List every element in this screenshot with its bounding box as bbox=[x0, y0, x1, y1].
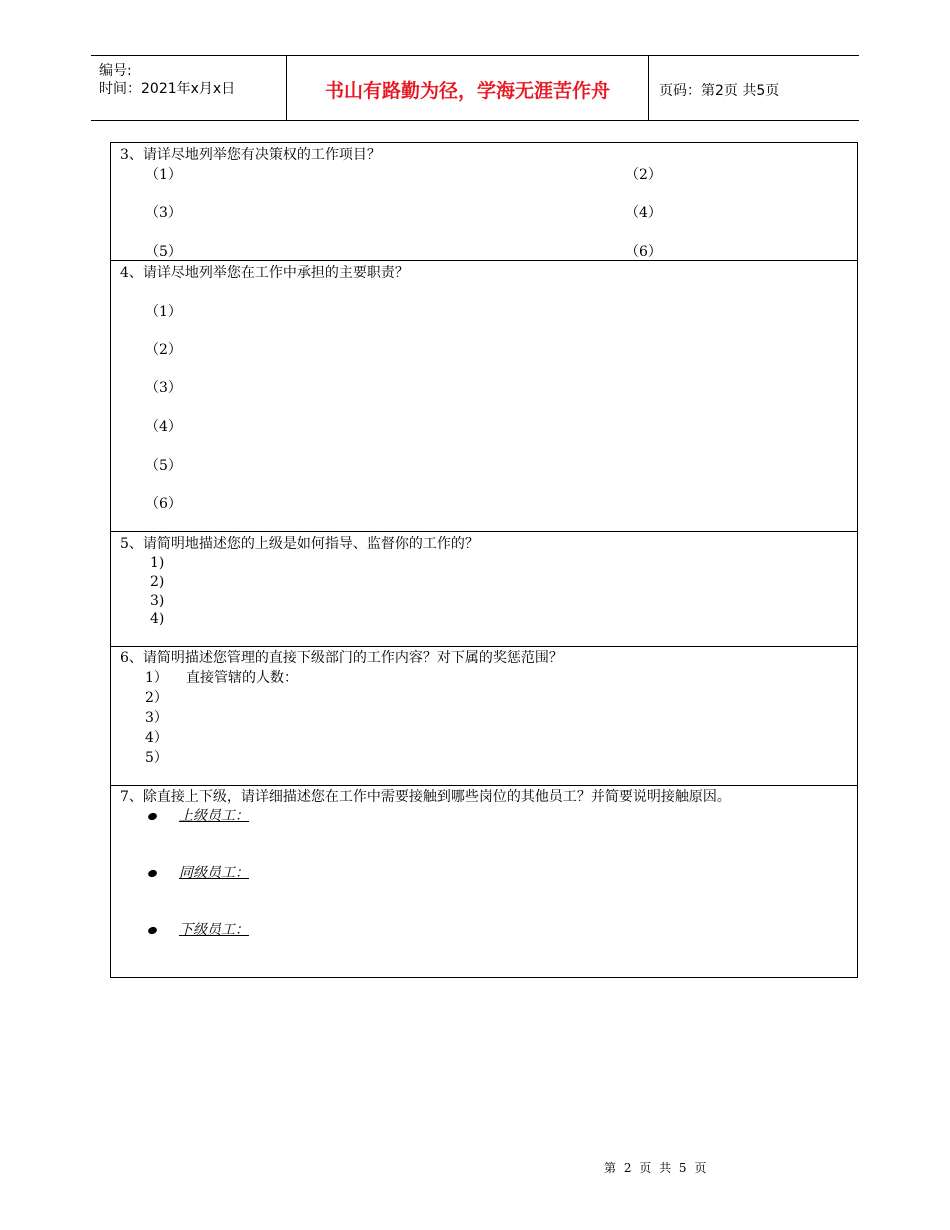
q4-item: （1） bbox=[145, 304, 182, 320]
page-footer: 第 2 页 共 5 页 bbox=[604, 1161, 709, 1175]
bullet-icon bbox=[147, 869, 158, 879]
q3-item: （3） bbox=[145, 205, 182, 221]
q6-direct-reports-label: 直接管辖的人数： bbox=[186, 670, 298, 686]
q7-item-peer: 同级员工： bbox=[179, 865, 249, 881]
q6-item: 3） bbox=[145, 710, 168, 726]
row-divider bbox=[111, 260, 857, 261]
q5-item: 3) bbox=[150, 593, 165, 609]
q5-item: 1) bbox=[150, 555, 165, 571]
time-label: 时间：2021年x月x日 bbox=[99, 81, 236, 97]
header-motto: 书山有路勤为径，学海无涯苦作舟 bbox=[287, 56, 649, 120]
q6-item: 2） bbox=[145, 690, 168, 706]
q5-item: 4) bbox=[150, 611, 165, 627]
row-divider bbox=[111, 531, 857, 532]
q7-item-superior: 上级员工： bbox=[179, 808, 249, 824]
header-page-code: 页码：第2页 共5页 bbox=[659, 83, 780, 99]
q3-title: 3、请详尽地列举您有决策权的工作项目？ bbox=[120, 147, 381, 163]
q4-item: （5） bbox=[145, 458, 182, 474]
row-divider bbox=[111, 785, 857, 786]
questionnaire-table bbox=[110, 142, 858, 978]
q4-item: （6） bbox=[145, 496, 182, 512]
document-header bbox=[91, 55, 859, 121]
q3-item: （5） bbox=[145, 244, 182, 260]
q5-item: 2) bbox=[150, 574, 165, 590]
q4-item: （2） bbox=[145, 342, 182, 358]
q3-item: （2） bbox=[625, 167, 662, 183]
q7-title: 7、除直接上下级，请详细描述您在工作中需要接触到哪些岗位的其他员工？并简要说明接触原因。 bbox=[120, 789, 731, 805]
q6-title: 6、请简明描述您管理的直接下级部门的工作内容？对下属的奖惩范围？ bbox=[120, 650, 563, 666]
row-divider bbox=[111, 646, 857, 647]
q3-item: （4） bbox=[625, 205, 662, 221]
q4-item: （3） bbox=[145, 380, 182, 396]
bullet-icon bbox=[147, 812, 158, 822]
q7-item-subordinate: 下级员工： bbox=[179, 922, 249, 938]
number-label: 编号: bbox=[99, 63, 132, 79]
q6-item: 5） bbox=[145, 750, 168, 766]
q3-item: （1） bbox=[145, 167, 182, 183]
q4-title: 4、请详尽地列举您在工作中承担的主要职责？ bbox=[120, 265, 409, 281]
bullet-icon bbox=[147, 926, 158, 936]
q6-item-number: 1） bbox=[145, 670, 168, 686]
q6-item: 4） bbox=[145, 730, 168, 746]
q4-item: （4） bbox=[145, 419, 182, 435]
q3-item: （6） bbox=[625, 244, 662, 260]
header-info-cell bbox=[91, 56, 287, 120]
q5-title: 5、请简明地描述您的上级是如何指导、监督你的工作的？ bbox=[120, 536, 479, 552]
